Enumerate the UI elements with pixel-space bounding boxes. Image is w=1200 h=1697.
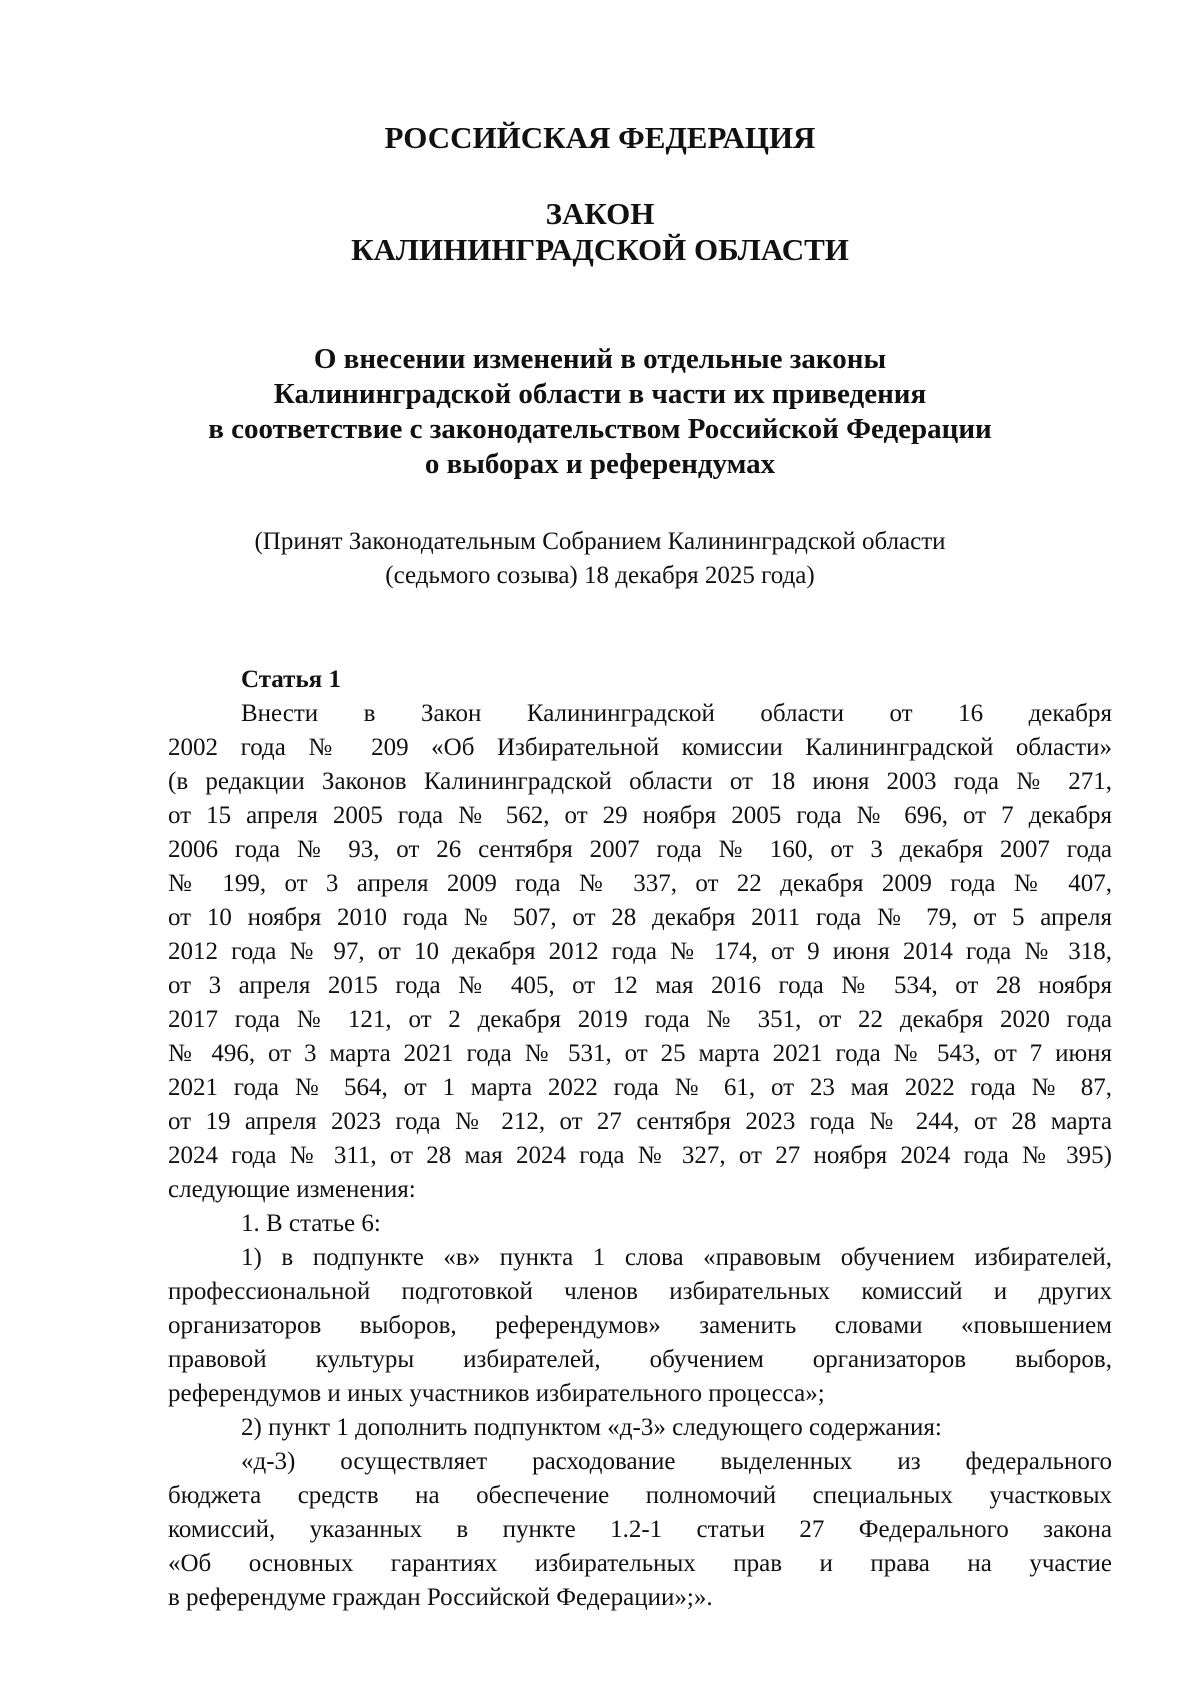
article-line: от 19 апреля 2023 года № 212, от 27 сентября 2023 года № 244, от 28 марта (168, 1108, 1112, 1135)
article-line: следующие изменения: (168, 1176, 416, 1203)
article-line: 1. В статье 6: (241, 1210, 381, 1237)
article-line: 2) пункт 1 дополнить подпунктом «д-3» следующего содержания: (241, 1414, 942, 1441)
article-line: от 10 ноября 2010 года № 507, от 28 декабря 2011 года № 79, от 5 апреля (168, 904, 1112, 931)
article-line: организаторов выборов, референдумов» заменить словами «повышением (168, 1312, 1112, 1339)
article-line: 2024 года № 311, от 28 мая 2024 года № 327, от 27 ноября 2024 года № 395) (168, 1142, 1112, 1169)
article-line: от 3 апреля 2015 года № 405, от 12 мая 2016 года № 534, от 28 ноября (168, 972, 1112, 999)
adoption-note-line: (Принят Законодательным Собранием Калининградской области (254, 528, 946, 555)
article-line: 2012 года № 97, от 10 декабря 2012 года № 174, от 9 июня 2014 года № 318, (168, 938, 1112, 965)
region-heading: КАЛИНИНГРАДСКОЙ ОБЛАСТИ (351, 232, 849, 267)
adoption-note-line: (седьмого созыва) 18 декабря 2025 года) (385, 562, 815, 589)
article-line: № 199, от 3 апреля 2009 года № 337, от 22 декабря 2009 года № 407, (168, 870, 1112, 897)
article-line: «Об основных гарантиях избирательных прав и права на участие (168, 1550, 1112, 1577)
article-line: от 15 апреля 2005 года № 562, от 29 ноября 2005 года № 696, от 7 декабря (168, 802, 1112, 829)
article-line: (в редакции Законов Калининградской области от 18 июня 2003 года № 271, (168, 768, 1112, 795)
federation-heading: РОССИЙСКАЯ ФЕДЕРАЦИЯ (384, 120, 816, 155)
law-title-line: в соответствие с законодательством Российской Федерации (208, 413, 992, 445)
law-title-line: Калининградской области в части их приведения (273, 378, 927, 410)
article-body (168, 697, 1112, 1615)
article-line: 2017 года № 121, от 2 декабря 2019 года № 351, от 22 декабря 2020 года (168, 1006, 1112, 1033)
article-line: 2002 года № 209 «Об Избирательной комиссии Калининградской области» (168, 734, 1112, 761)
article-line: в референдуме граждан Российской Федерации»;». (168, 1584, 713, 1611)
article-line: 2006 года № 93, от 26 сентября 2007 года № 160, от 3 декабря 2007 года (168, 836, 1112, 863)
article-line: 2021 года № 564, от 1 марта 2022 года № 61, от 23 мая 2022 года № 87, (168, 1074, 1112, 1101)
article-line: бюджета средств на обеспечение полномочий специальных участковых (168, 1482, 1112, 1509)
article-line: профессиональной подготовкой членов избирательных комиссий и других (168, 1278, 1112, 1305)
article-line: правовой культуры избирателей, обучением организаторов выборов, (168, 1346, 1112, 1373)
law-title-line: О внесении изменений в отдельные законы (313, 343, 887, 375)
article-line: референдумов и иных участников избирательного процесса»; (168, 1380, 825, 1407)
law-title-line: о выборах и референдумах (424, 448, 776, 480)
article-line: 1) в подпункте «в» пункта 1 слова «правовым обучением избирателей, (241, 1244, 1112, 1271)
article-line: «д-3) осуществляет расходование выделенных из федерального (241, 1448, 1112, 1475)
article-title: Статья 1 (241, 666, 341, 693)
law-heading: ЗАКОН (545, 196, 655, 231)
article-line: Внести в Закон Калининградской области от 16 декабря (241, 700, 1112, 727)
article-line: комиссий, указанных в пункте 1.2-1 статьи 27 Федерального закона (168, 1516, 1112, 1543)
article-line: № 496, от 3 марта 2021 года № 531, от 25 марта 2021 года № 543, от 7 июня (168, 1040, 1112, 1067)
